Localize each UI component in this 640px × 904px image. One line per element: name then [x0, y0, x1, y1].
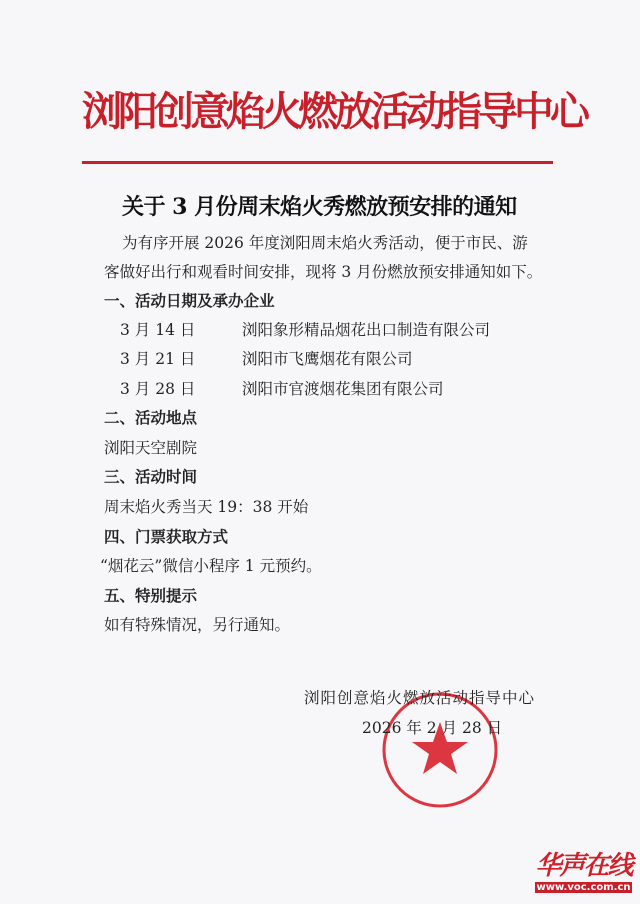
schedule-company: 浏阳市官渡烟花集团有限公司 [242, 380, 444, 398]
section-heading: 二、活动地点 [104, 408, 198, 427]
intro-line-1: 为有序开展 2026 年度浏阳周末焰火秀活动，便于市民、游 [122, 234, 528, 252]
section-heading: 三、活动时间 [104, 467, 198, 486]
section-heading: 五、特别提示 [104, 586, 198, 605]
section-text: 如有特殊情况，另行通知。 [104, 616, 291, 634]
section-text: “烟花云”微信小程序 1 元预约。 [100, 557, 322, 575]
schedule-row [120, 377, 444, 399]
section-text: 浏阳天空剧院 [104, 439, 198, 457]
notice-title: 关于 3 月份周末焰火秀燃放预安排的通知 [122, 194, 517, 220]
watermark-logo: 华声在线 [535, 851, 632, 881]
schedule-row [120, 318, 490, 340]
schedule-date: 3 月 28 日 [120, 380, 196, 398]
signature-date: 2026 年 2 月 28 日 [362, 719, 503, 737]
section-heading: 一、活动日期及承办企业 [104, 291, 275, 310]
schedule-company: 浏阳象形精品烟花出口制造有限公司 [242, 321, 491, 339]
section-heading: 四、门票获取方式 [104, 527, 229, 546]
schedule-date: 3 月 14 日 [120, 321, 196, 339]
schedule-row [120, 347, 413, 369]
official-seal [380, 690, 500, 810]
schedule-date: 3 月 21 日 [120, 350, 196, 368]
schedule-company: 浏阳市飞鹰烟花有限公司 [242, 350, 413, 368]
red-divider [82, 161, 553, 164]
section-text: 周末焰火秀当天 19：38 开始 [104, 498, 309, 516]
watermark-url: www.voc.com.cn [536, 882, 631, 893]
watermark [535, 845, 632, 893]
letterhead: 浏阳创意焰火燃放活动指导中心 [82, 88, 586, 135]
intro-line-2: 客做好出行和观看时间安排，现将 3 月份燃放预安排通知如下。 [104, 263, 543, 281]
signature-org: 浏阳创意焰火燃放活动指导中心 [304, 689, 536, 707]
